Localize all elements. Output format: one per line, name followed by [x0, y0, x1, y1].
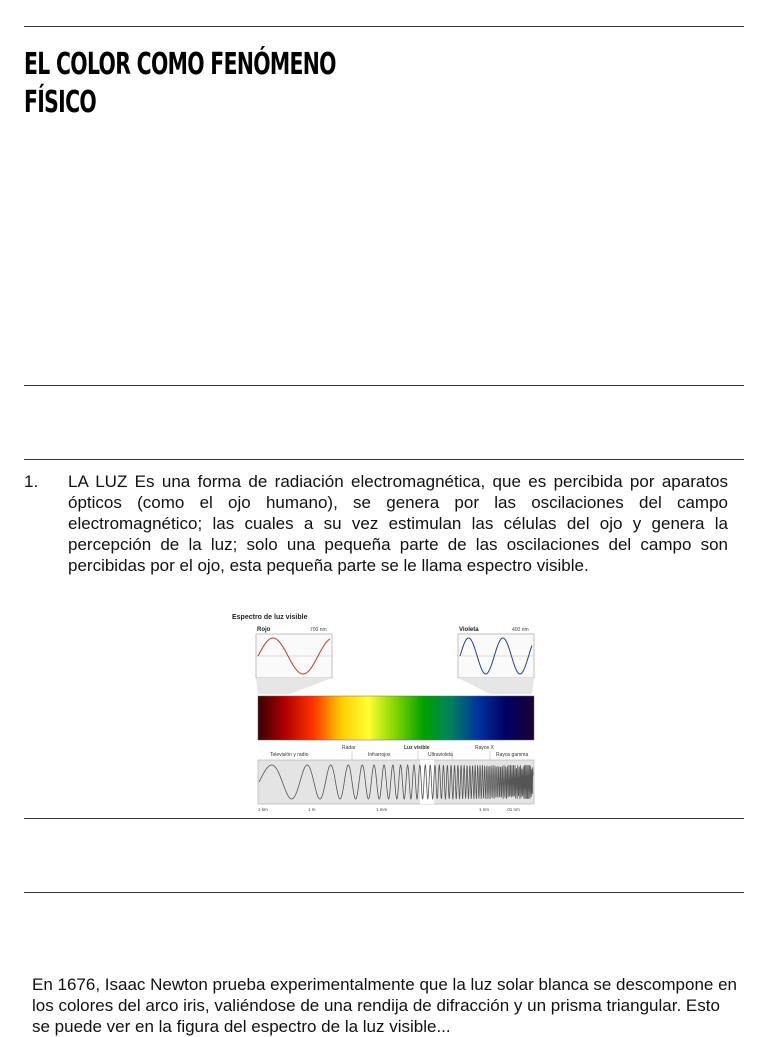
violet-projection: [458, 678, 534, 694]
red-wave-label: Rojo: [257, 627, 271, 633]
top-rule: [24, 26, 744, 27]
band-label-tv: Televisión y radio: [270, 752, 309, 758]
scale-labels: [258, 807, 520, 812]
red-wave-panel: [256, 627, 332, 678]
divider-3: [24, 818, 744, 819]
red-wave-wavelength: 700 nm: [310, 627, 327, 633]
newton-paragraph: En 1676, Isaac Newton prueba experimentalmente que la luz solar blanca se descompone en los colores del arco iris, valiéndose de una rendija de difracción y un prisma triangular. Esto se puede ver en la figura del espectro de la luz visible...: [32, 975, 737, 1036]
page-title: [24, 46, 364, 122]
band-label-visible: Luz visible: [404, 745, 430, 751]
band-label-uv: Ultravioleta: [428, 752, 454, 758]
scale-label-1km: 1 km: [258, 807, 268, 812]
divider-2: [24, 459, 744, 460]
scale-label-1nm: 1 nm: [479, 807, 490, 812]
spectrum-figure: [228, 610, 540, 816]
band-label-infrared: Infrarrojos: [368, 752, 391, 758]
violet-wave-wavelength: 400 nm: [512, 627, 529, 633]
violet-wave-panel: [458, 627, 534, 678]
title-line-2: FÍSICO: [24, 85, 97, 120]
scale-label-1m: 1 m: [308, 807, 316, 812]
title-line-1: EL COLOR COMO FENÓMENO: [24, 47, 336, 82]
list-item-number: 1.: [24, 472, 39, 491]
figure-caption: Espectro de luz visible: [232, 614, 308, 621]
divider-1: [24, 385, 744, 386]
red-projection: [256, 678, 332, 694]
list-item-text: LA LUZ Es una forma de radiación electromagnética, que es percibida por aparatos ópticos (como el ojo humano), se genera por las oscilaciones del campo electromagnético; las cuales a su vez estimulan las células del ojo y genera la percepción de la luz; solo una pequeña parte de las oscilaciones del campo son percibidas por el ojo, esta pequeña parte se le llama espectro visible.: [68, 472, 728, 575]
band-label-xray: Rayos X: [475, 745, 494, 751]
band-labels: [270, 745, 528, 758]
scale-label-001nm: .01 nm: [506, 807, 520, 812]
divider-4: [24, 892, 744, 893]
band-label-gamma: Rayos gamma: [496, 752, 529, 758]
visible-spectrum-bar: [258, 696, 534, 740]
scale-label-1mm: 1 mm: [376, 807, 388, 812]
violet-wave-label: Violeta: [459, 627, 479, 633]
band-label-radar: Radar: [342, 745, 356, 751]
